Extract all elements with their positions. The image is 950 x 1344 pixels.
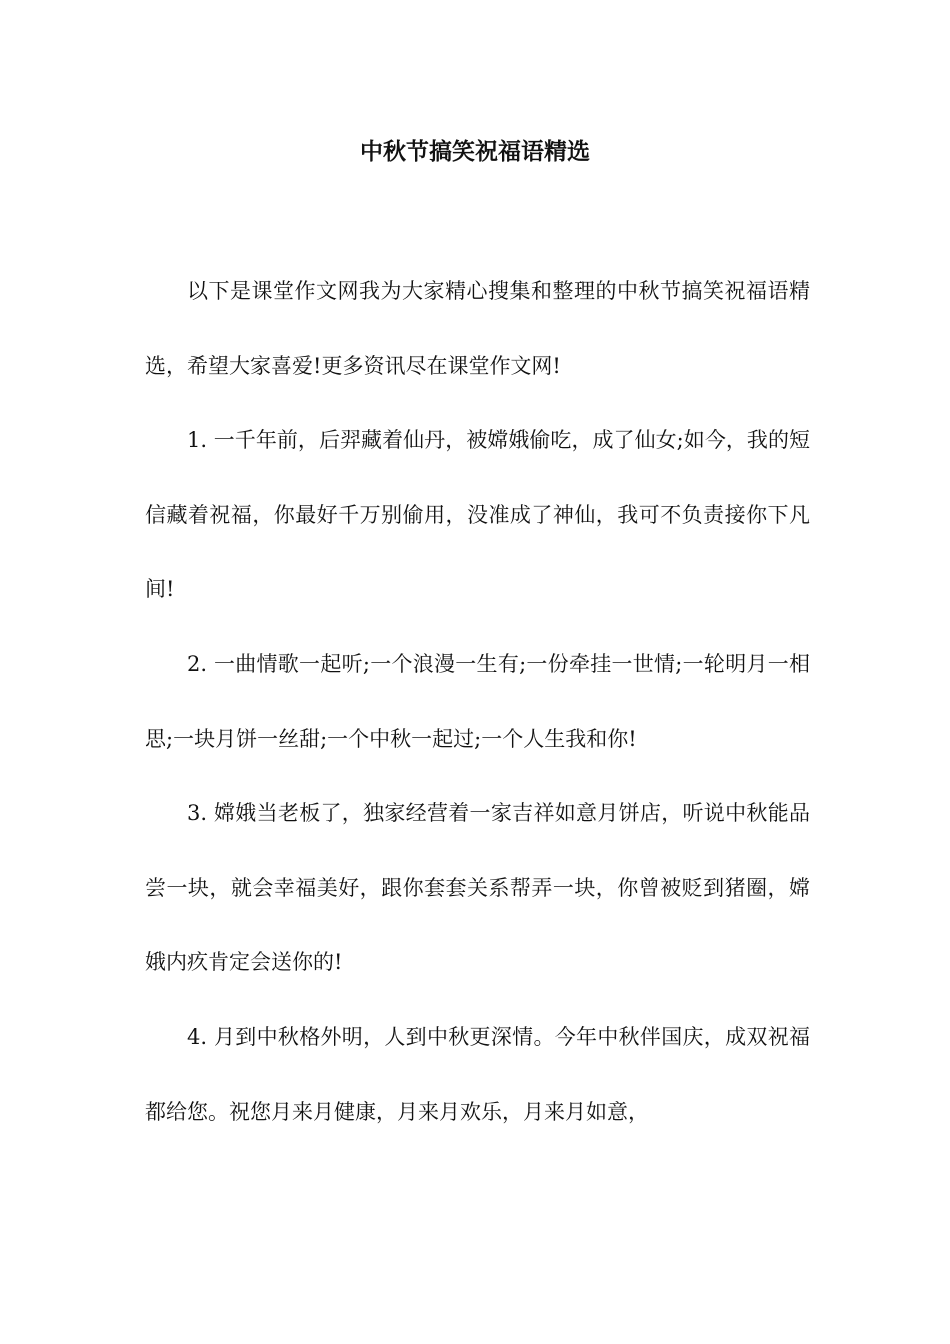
greeting-paragraph-2: 2. 一曲情歌一起听;一个浪漫一生有;一份牵挂一世情;一轮明月一相思;一块月饼一丝甜;一个中秋一起过;一个人生我和你!: [145, 651, 810, 751]
greeting-paragraph-1: 1. 一千年前，后羿藏着仙丹，被嫦娥偷吃，成了仙女;如今，我的短信藏着祝福，你最好千万别偷用，没准成了神仙，我可不负责接你下凡间!: [145, 428, 810, 602]
greeting-paragraph-4: 4. 月到中秋格外明，人到中秋更深情。今年中秋伴国庆，成双祝福都给您。祝您月来月健康，月来月欢乐，月来月如意，: [145, 1024, 810, 1124]
document-body: [145, 254, 810, 1149]
intro-paragraph: 以下是课堂作文网我为大家精心搜集和整理的中秋节搞笑祝福语精选，希望大家喜爱!更多资讯尽在课堂作文网!: [145, 279, 810, 378]
greeting-paragraph-3: 3. 嫦娥当老板了，独家经营着一家吉祥如意月饼店，听说中秋能品尝一块，就会幸福美好，跟你套套关系帮弄一块，你曾被贬到猪圈，嫦娥内疚肯定会送你的!: [145, 801, 810, 975]
document-title: 中秋节搞笑祝福语精选: [360, 139, 590, 165]
